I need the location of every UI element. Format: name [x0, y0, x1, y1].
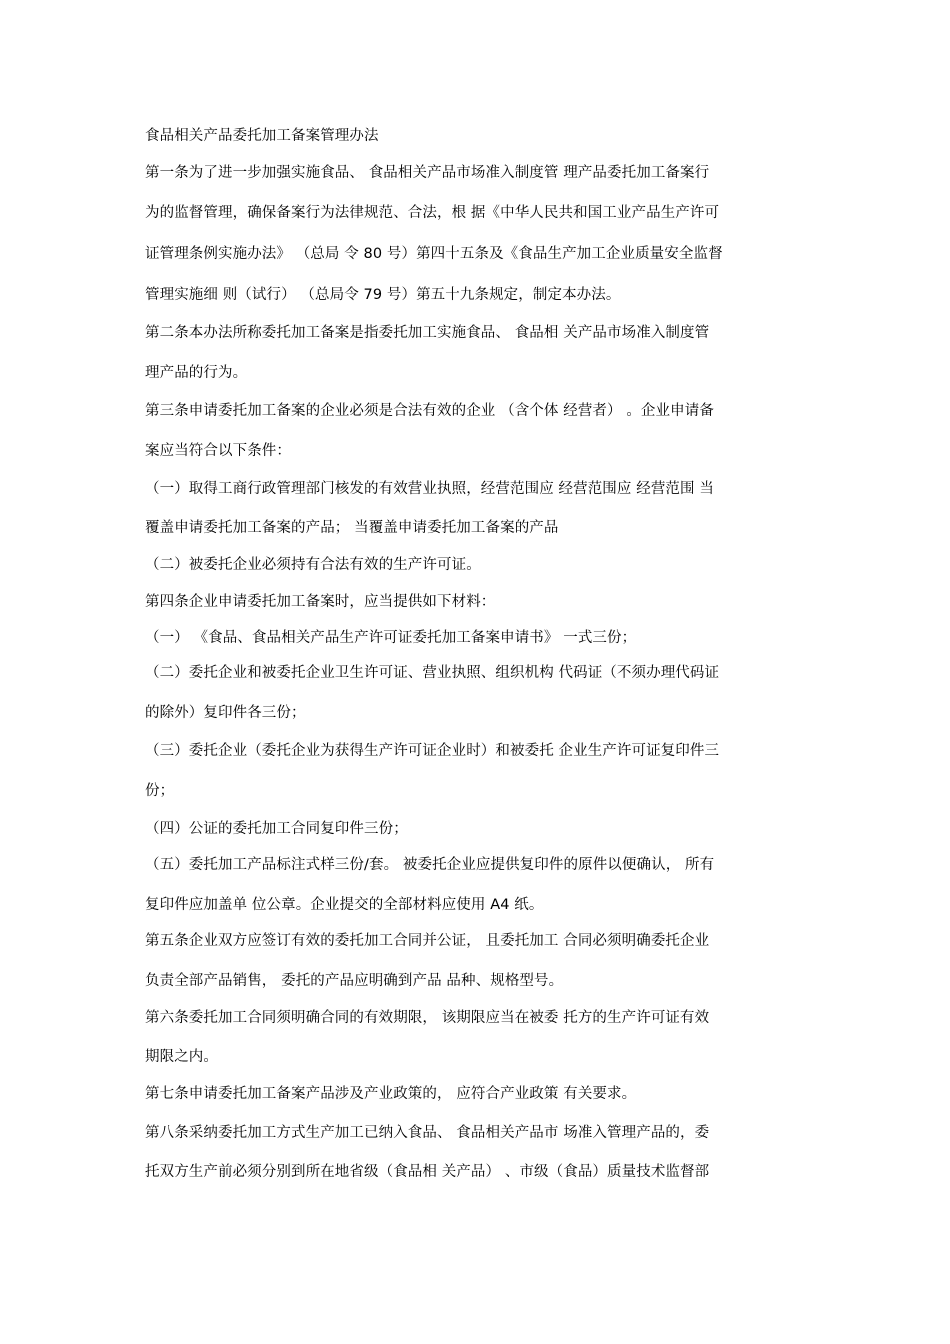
text-line: 第六条委托加工合同须明确合同的有效期限， 该期限应当在被委 托方的生产许可证有效	[145, 1010, 710, 1026]
text-line: 管理实施细 则（试行） （总局令 79 号）第五十九条规定，制定本办法。	[145, 287, 621, 303]
text-line: 第三条申请委托加工备案的企业必须是合法有效的企业 （含个体 经营者） 。企业申请备	[145, 403, 714, 419]
text-line: （四）公证的委托加工合同复印件三份；	[145, 821, 408, 837]
text-line: 第五条企业双方应签订有效的委托加工合同并公证， 且委托加工 合同必须明确委托企业	[145, 933, 710, 949]
text-line: 的除外）复印件各三份；	[145, 705, 306, 721]
text-line: （一） 《食品、食品相关产品生产许可证委托加工备案申请书》 一式三份；	[145, 630, 637, 646]
text-line: 第八条采纳委托加工方式生产加工已纳入食品、 食品相关产品市 场准入管理产品的，委	[145, 1125, 710, 1141]
text-line: （一）取得工商行政管理部门核发的有效营业执照，经营范围应 经营范围应 经营范围 当	[145, 481, 714, 497]
text-line: （三）委托企业（委托企业为获得生产许可证企业时）和被委托 企业生产许可证复印件三	[145, 743, 720, 759]
text-line: 覆盖申请委托加工备案的产品； 当覆盖申请委托加工备案的产品	[145, 520, 559, 536]
text-line: 第四条企业申请委托加工备案时，应当提供如下材料：	[145, 594, 496, 610]
text-line: 第一条为了进一步加强实施食品、 食品相关产品市场准入制度管 理产品委托加工备案行	[145, 165, 710, 181]
text-line: 理产品的行为。	[145, 365, 248, 381]
text-line: 复印件应加盖单 位公章。企业提交的全部材料应使用 A4 纸。	[145, 897, 544, 913]
text-line: 第七条申请委托加工备案产品涉及产业政策的， 应符合产业政策 有关要求。	[145, 1086, 637, 1102]
text-line: 第二条本办法所称委托加工备案是指委托加工实施食品、 食品相 关产品市场准入制度管	[145, 325, 710, 341]
text-line: 期限之内。	[145, 1049, 218, 1065]
text-line: （二）委托企业和被委托企业卫生许可证、营业执照、组织机构 代码证（不须办理代码证	[145, 665, 720, 681]
text-line: 为的监督管理，确保备案行为法律规范、合法，根 据《中华人民共和国工业产品生产许可	[145, 205, 720, 221]
text-line: （五）委托加工产品标注式样三份/套。 被委托企业应提供复印件的原件以便确认， 所有	[145, 857, 715, 873]
text-line: 负责全部产品销售， 委托的产品应明确到产品 品种、规格型号。	[145, 973, 564, 989]
text-line: 证管理条例实施办法》 （总局 令 80 号）第四十五条及《食品生产加工企业质量安全监督	[145, 246, 723, 262]
text-line: （二）被委托企业必须持有合法有效的生产许可证。	[145, 557, 481, 573]
document-title: 食品相关产品委托加工备案管理办法	[145, 128, 379, 144]
text-line: 份；	[145, 783, 175, 799]
text-line: 托双方生产前必须分别到所在地省级（食品相 关产品） 、市级（食品）质量技术监督部	[145, 1164, 710, 1180]
text-line: 案应当符合以下条件：	[145, 443, 291, 459]
